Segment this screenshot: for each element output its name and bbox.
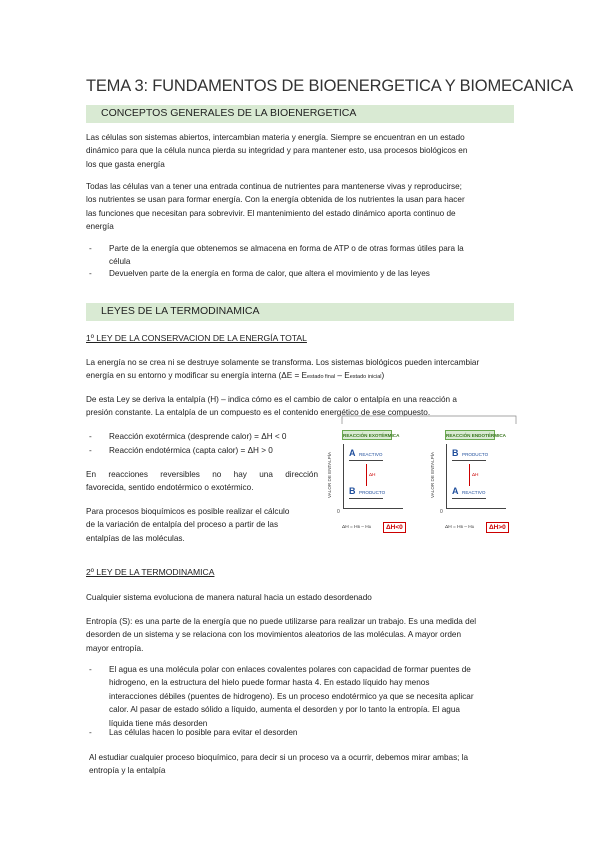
text-line: las funciones que necesitan para sobrevivir. El mantenimiento del estado dinámico aporta continuo de (86, 208, 456, 218)
x-axis (446, 508, 506, 509)
formula: ΔH = HB – HA (342, 525, 372, 530)
text-line: calor. Al pasar de estado sólido a líquido, aumenta el desorden y por lo tanto la entropía. El agua (109, 705, 460, 715)
delta-label: ΔH (369, 472, 376, 477)
level-letter: A (452, 486, 459, 496)
y-axis (343, 444, 344, 508)
paragraph (86, 468, 318, 495)
section-heading: CONCEPTOS GENERALES DE LA BIOENERGETICA (101, 107, 357, 119)
text-line: Todas las células van a tener una entrada continua de nutrientes para mantenerse vivas y reproducirse; (86, 182, 462, 191)
paragraph (86, 505, 318, 545)
text-line: desorden de un sistema y se relaciona con los movimientos aleatorios de las moléculas. A mayor orden (86, 630, 462, 640)
text-line: interacciones débiles (puentes de hidrogeno). Es un proceso endotérmico ya que se necesita aplicar (109, 691, 474, 701)
text-line: Reacción exotérmica (desprende calor) = ΔH < 0 (109, 432, 287, 441)
text-line: líquida tiene más desorden (109, 718, 208, 728)
level-label: REACTIVO (462, 490, 486, 495)
list-item (89, 242, 514, 270)
text-line: mayor entropía. (86, 643, 144, 653)
paragraph (86, 180, 516, 234)
paragraph (86, 356, 518, 385)
text-line: Las células hacen lo posible para evitar el desorden (109, 728, 298, 737)
level-line (452, 460, 486, 461)
level-letter: B (349, 486, 356, 496)
diagram-title: REACCIÓN EXOTÉRMICA (342, 430, 392, 440)
text-line: La energía no se crea ni se destruye solamente se transforma. Los sistemas biológicos pueden intercambiar (86, 358, 480, 367)
text-line: Reacción endotérmica (capta calor) = ΔH > 0 (109, 446, 273, 455)
text-line: célula (109, 257, 131, 267)
endothermic-diagram (428, 430, 528, 540)
y-axis-label: VALOR DE ENTALPÍA (430, 451, 435, 498)
section-heading-band (86, 105, 514, 123)
delta-arrow (366, 464, 367, 486)
level-letter: A (349, 448, 356, 458)
paragraph (89, 751, 519, 778)
text-line: Las células son sistemas abiertos, intercambian materia y energía. Siempre se encuentran en un estado (86, 133, 465, 142)
text-line: Parte de la energía que obtenemos se almacena en forma de ATP o de otras formas útiles para la (109, 244, 464, 253)
subsection-heading: 2º LEY DE LA TERMODINAMICA (86, 567, 215, 577)
paragraph (86, 615, 518, 655)
level-letter: B (452, 448, 459, 458)
section-heading-band (86, 303, 514, 321)
bullet-dash: - (89, 446, 92, 455)
list-item (89, 444, 319, 458)
x-axis (343, 508, 403, 509)
origin-label: 0 (337, 509, 340, 515)
text-line: energía en su entorno y modificar su energía interna (ΔE = Eestado final – Eestado inicial) (86, 371, 385, 381)
origin-label: 0 (440, 509, 443, 515)
text-line: presión constante. La entalpía de un compuesto es el contenido energético de ese compuesto. (86, 408, 431, 418)
level-line (452, 498, 486, 499)
formula: ΔH = HB – HA (445, 525, 475, 530)
bullet-dash: - (89, 269, 92, 278)
text-line: hidrogeno, en la estructura del hielo puede formar hasta 4. En estado líquido hay menos (109, 678, 430, 688)
text-line: dinámico para que la célula nunca pierda su integridad y para mantener esto, usa procesos biológicos en (86, 146, 468, 156)
bullet-dash: - (89, 432, 92, 441)
text-line: Devuelven parte de la energía en forma de calor, que altera el movimiento y de las leyes (109, 269, 430, 278)
text-line: Al estudiar cualquier proceso bioquímico, para decir si un proceso va a ocurrir, debemos mirar ambas; la (89, 753, 469, 762)
level-label: PRODUCTO (462, 452, 489, 457)
text-line: los nutrientes se usan para formar energía. Con la energía obtenida de los nutrientes la usan para hacer (86, 195, 465, 205)
document-title: TEMA 3: FUNDAMENTOS DE BIOENERGETICA Y BIOMECANICA (86, 77, 573, 95)
delta-arrow (469, 464, 470, 486)
level-label: REACTIVO (359, 452, 383, 457)
section-heading: LEYES DE LA TERMODINAMICA (101, 305, 260, 317)
y-axis (446, 444, 447, 508)
result-box: ΔH<0 (383, 522, 406, 533)
bullet-dash: - (89, 244, 92, 253)
list-item (89, 726, 517, 740)
text-line: entalpías de las moléculas. (86, 533, 185, 543)
text-line: entropía y la entalpía (89, 766, 166, 776)
y-axis-label: VALOR DE ENTALPÍA (327, 451, 332, 498)
diagram-title: REACCIÓN ENDOTÉRMICA (445, 430, 495, 440)
exothermic-diagram (325, 430, 425, 540)
text-line: de la variación de entalpía del proceso a partir de las (86, 520, 279, 530)
figure-bracket (340, 414, 520, 426)
list-item (89, 663, 517, 731)
list-item (89, 430, 319, 444)
level-label: PRODUCTO (359, 490, 386, 495)
paragraph (86, 131, 516, 171)
text-line: Entropía (S): es una parte de la energía que no puede utilizarse para realizar un trabajo. Es una medida del (86, 617, 477, 626)
text-line: El agua es una molécula polar con enlaces covalentes polares con capacidad de formar puentes de (109, 665, 471, 674)
level-line (349, 498, 383, 499)
subsection-heading: 1º LEY DE LA CONSERVACION DE LA ENERGÍA TOTAL (86, 333, 307, 343)
text-line: En reacciones reversibles no hay una dirección (86, 470, 318, 479)
result-box: ΔH>0 (486, 522, 509, 533)
level-line (349, 460, 383, 461)
delta-label: ΔH (472, 472, 479, 477)
text-line: los que gasta energía (86, 159, 165, 169)
text-line: favorecida, sentido endotérmico o exotérmico. (86, 483, 254, 493)
text-line: energía (86, 222, 114, 232)
bullet-dash: - (89, 728, 92, 737)
text-line: Para procesos bioquímicos es posible realizar el cálculo (86, 507, 290, 516)
bullet-dash: - (89, 665, 92, 674)
paragraph: Cualquier sistema evoluciona de manera natural hacia un estado desordenado (86, 593, 372, 602)
text-line: De esta Ley se deriva la entalpía (H) – indica cómo es el cambio de calor o entalpía en una reacción a (86, 395, 457, 404)
list-item (89, 267, 514, 281)
